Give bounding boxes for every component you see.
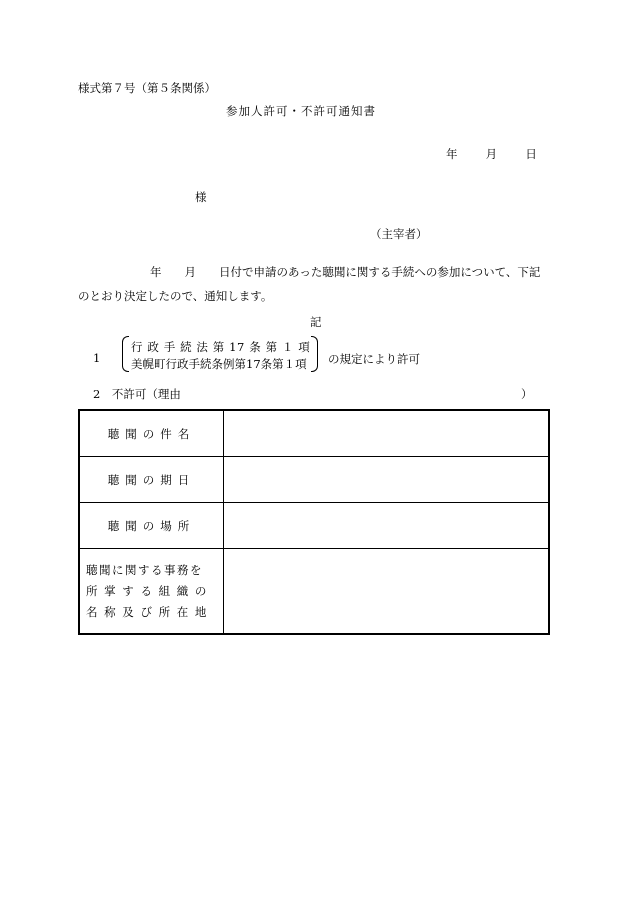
body-text-line-2: のとおり決定したので、通知します。 — [78, 289, 273, 303]
item-1-number: 1 — [93, 351, 101, 365]
item-2-close-paren: ） — [521, 387, 533, 401]
document-title: 参加人許可・不許可通知書 — [226, 104, 376, 118]
date-line — [446, 146, 537, 162]
ki-heading: 記 — [310, 315, 322, 329]
form-number: 様式第７号（第５条関係） — [78, 81, 216, 95]
row-value-date[interactable] — [223, 457, 549, 503]
row-value-place[interactable] — [223, 503, 549, 549]
info-table — [78, 409, 550, 635]
table-row — [79, 503, 549, 549]
recipient-suffix: 様 — [195, 190, 207, 204]
row-label-case-name: 聴聞の件名 — [79, 410, 223, 457]
row-label-organization-line-3: 名 称 及 び 所 在 地 — [86, 604, 208, 619]
item-2-text: 2 不許可（理由 — [93, 387, 181, 401]
row-label-organization-line-1: 聴聞に関する事務を — [86, 562, 203, 577]
row-label-organization-line-2: 所 掌 す る 組 織 の — [86, 583, 208, 598]
item-1-option-2: 美幌町行政手続条例第17条第１項 — [131, 357, 307, 371]
table-row — [79, 457, 549, 503]
table-row — [79, 549, 549, 635]
row-value-case-name[interactable] — [223, 410, 549, 457]
date-day: 日 — [525, 147, 537, 161]
row-label-organization — [79, 549, 223, 635]
row-value-organization[interactable] — [223, 549, 549, 635]
body-text-line-1: 年 月 日付で申請のあった聴聞に関する手続への参加について、下記 — [150, 265, 541, 279]
item-1-tail: の規定により許可 — [328, 352, 420, 366]
date-year: 年 — [446, 147, 458, 161]
organizer-label: （主宰者） — [370, 227, 428, 241]
table-row — [79, 410, 549, 457]
row-label-place: 聴聞の場所 — [79, 503, 223, 549]
row-label-date: 聴聞の期日 — [79, 457, 223, 503]
item-1-option-1: 行 政 手 続 法 第 17 条 第 １ 項 — [131, 340, 311, 354]
date-month: 月 — [485, 147, 498, 161]
